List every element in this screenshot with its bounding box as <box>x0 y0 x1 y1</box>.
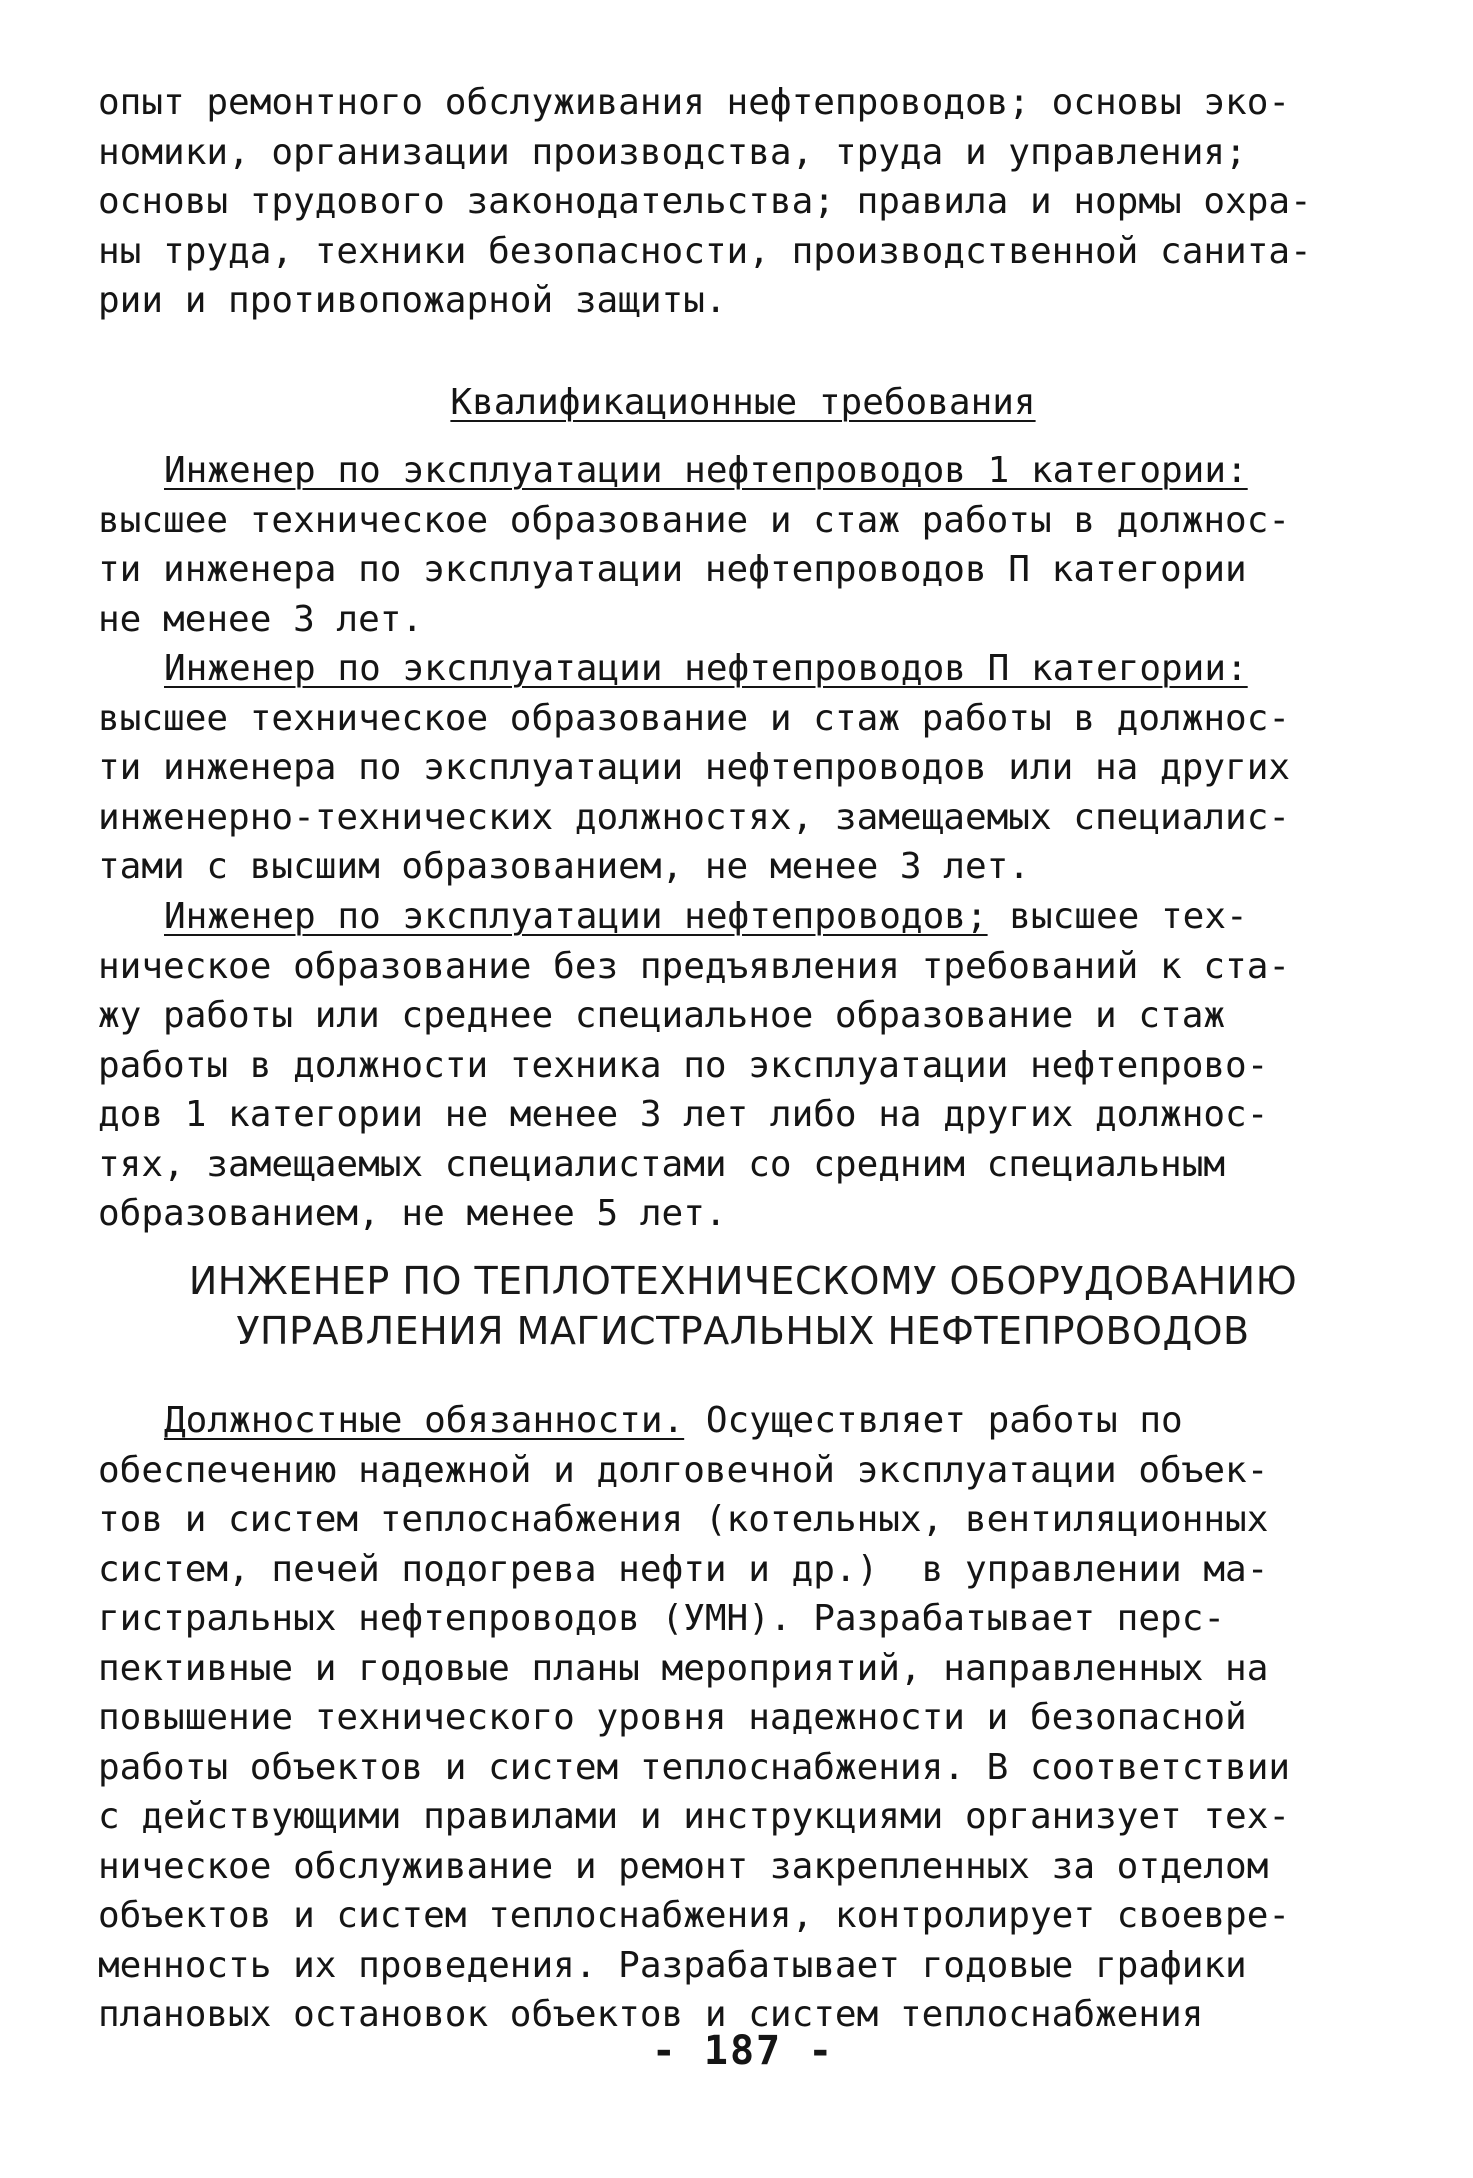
cat2-label: Инженер по эксплуатации нефтепроводов П категории: <box>164 648 1248 689</box>
cat2-line: ти инженера по эксплуатации нефтепроводов или на других <box>98 747 1291 788</box>
base-line: работы в должности техника по эксплуатации нефтепрово- <box>98 1044 1269 1086</box>
duties-line: повышение технического уровня надежности и безопасной <box>98 1697 1247 1738</box>
qualification-cat2 <box>98 644 1388 892</box>
cat2-line: инженерно-технических должностях, замещаемых специалис- <box>98 796 1291 838</box>
intro-line: опыт ремонтного обслуживания нефтепроводов; основы эко- <box>98 82 1291 123</box>
section-heading <box>98 1256 1388 1356</box>
cat2-line: тами с высшим образованием, не менее 3 лет. <box>98 846 1030 887</box>
base-first-rest: высшее тех- <box>987 896 1248 937</box>
base-line: ническое образование без предъявления требований к ста- <box>98 945 1291 987</box>
intro-line: номики, организации производства, труда и управления; <box>98 131 1247 173</box>
duties-line: плановых остановок объектов и систем теплоснабжения <box>98 1994 1204 2035</box>
cat2-line: высшее техническое образование и стаж работы в должнос- <box>98 697 1291 739</box>
base-line: жу работы или среднее специальное образование и стаж <box>98 995 1226 1036</box>
section-heading-line2: УПРАВЛЕНИЯ МАГИСТРАЛЬНЫХ НЕФТЕПРОВОДОВ <box>236 1309 1250 1353</box>
qualification-title-wrap <box>98 378 1388 428</box>
cat1-line: ти инженера по эксплуатации нефтепроводов П категории <box>98 549 1247 590</box>
cat1-line: высшее техническое образование и стаж работы в должнос- <box>98 499 1291 541</box>
qualification-base <box>98 892 1388 1239</box>
section-heading-line1: ИНЖЕНЕР ПО ТЕПЛОТЕХНИЧЕСКОМУ ОБОРУДОВАНИЮ <box>188 1259 1298 1303</box>
intro-line: ны труда, техники безопасности, производственной санита- <box>98 230 1312 272</box>
cat2-label-line <box>98 644 1388 694</box>
duties-paragraph <box>98 1396 1388 2040</box>
cat1-label: Инженер по эксплуатации нефтепроводов 1 категории: <box>164 450 1248 491</box>
base-line: образованием, не менее 5 лет. <box>98 1193 727 1234</box>
base-line: тях, замещаемых специалистами со средним специальным <box>98 1143 1226 1185</box>
duties-line: с действующими правилами и инструкциями организует тех- <box>98 1796 1291 1837</box>
qualification-title: Квалификационные требования <box>450 382 1036 423</box>
qualification-cat1 <box>98 446 1388 644</box>
intro-line: основы трудового законодательства; правила и нормы охра- <box>98 181 1312 222</box>
duties-line: гистральных нефтепроводов (УМН). Разрабатывает перс- <box>98 1598 1226 1639</box>
duties-label: Должностные обязанности. <box>164 1400 685 1441</box>
cat1-line: не менее 3 лет. <box>98 598 424 640</box>
base-first-line <box>98 892 1388 942</box>
base-line: дов 1 категории не менее 3 лет либо на других должнос- <box>98 1094 1269 1135</box>
duties-line: работы объектов и систем теплоснабжения. В соответствии <box>98 1746 1291 1788</box>
intro-line: рии и противопожарной защиты. <box>98 280 727 321</box>
duties-line: тов и систем теплоснабжения (котельных, вентиляционных <box>98 1499 1269 1540</box>
duties-line: обеспечению надежной и долговечной эксплуатации объек- <box>98 1449 1269 1491</box>
cat1-label-line <box>98 446 1388 496</box>
intro-paragraph <box>98 78 1388 326</box>
duties-line: объектов и систем теплоснабжения, контролирует своевре- <box>98 1895 1291 1936</box>
page-number: - 187 - <box>651 2028 835 2074</box>
duties-line: ническое обслуживание и ремонт закрепленных за отделом <box>98 1845 1269 1887</box>
duties-line: менность их проведения. Разрабатывает годовые графики <box>98 1944 1247 1986</box>
duties-first-line <box>98 1396 1388 1446</box>
duties-line: систем, печей подогрева нефти и др.) в управлении ма- <box>98 1548 1269 1590</box>
duties-first-rest: Осуществляет работы по <box>684 1400 1183 1441</box>
base-label: Инженер по эксплуатации нефтепроводов; <box>164 896 988 937</box>
duties-line: пективные и годовые планы мероприятий, направленных на <box>98 1647 1269 1689</box>
